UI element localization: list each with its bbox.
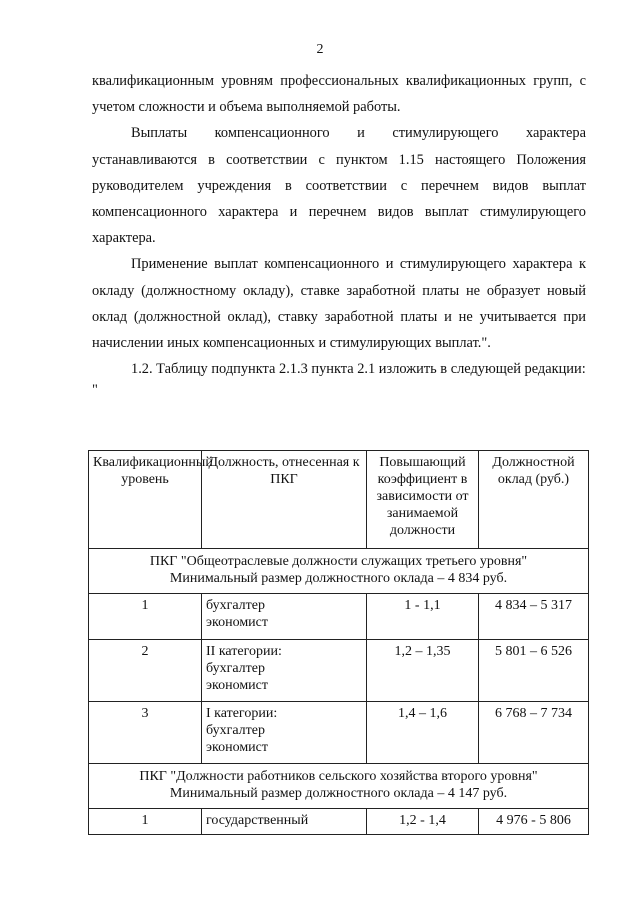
opening-quote: ": [92, 382, 98, 399]
table-row: [89, 594, 589, 640]
cell-coefficient: 1,2 - 1,4: [367, 809, 479, 835]
header-level: Квалификационный уровень: [89, 451, 202, 549]
table-header-row: [89, 451, 589, 549]
cell-level: 1: [89, 594, 202, 640]
section-row: [89, 549, 589, 594]
cell-coefficient: 1,4 – 1,6: [367, 702, 479, 764]
position-line: экономист: [206, 740, 269, 755]
position-line: бухгалтер: [206, 661, 265, 676]
paragraph-payments: Выплаты компенсационного и стимулирующего характера устанавливаются в соответствии с пунктом 1.15 настоящего Положения руководителем учреждения в соответствии с перечнем видов выплат компенсационного характера и перечнем видов выплат стимулирующего характера.: [92, 125, 586, 247]
cell-level: 1: [89, 809, 202, 835]
position-line: бухгалтер: [206, 598, 265, 613]
cell-coefficient: 1 - 1,1: [367, 594, 479, 640]
document-body: [92, 68, 586, 398]
cell-coefficient: 1,2 – 1,35: [367, 640, 479, 702]
header-salary: Должностной оклад (руб.): [479, 451, 589, 549]
paragraph-continuation: квалификационным уровням профессиональных квалификационных групп, с учетом сложности и объема выполняемой работы.: [92, 73, 586, 116]
cell-salary: 4 834 – 5 317: [479, 594, 589, 640]
position-line: бухгалтер: [206, 723, 265, 738]
header-coefficient: Повышающий коэффициент в зависимости от занимаемой должности: [367, 451, 479, 549]
cell-level: 3: [89, 702, 202, 764]
cell-position: [202, 702, 367, 764]
cell-position: [202, 640, 367, 702]
salary-table: [88, 450, 589, 835]
cell-salary: 5 801 – 6 526: [479, 640, 589, 702]
cell-position: [202, 809, 367, 835]
section-title: ПКГ "Общеотраслевые должности служащих третьего уровня": [149, 554, 528, 569]
position-line: II категории:: [206, 644, 282, 659]
section-min-salary: Минимальный размер должностного оклада – 4 834 руб.: [169, 571, 508, 586]
table-row: [89, 702, 589, 764]
section-title: ПКГ "Должности работников сельского хозяйства второго уровня": [139, 769, 538, 784]
page-number: 2: [316, 42, 324, 57]
table-row: [89, 809, 589, 835]
position-line: экономист: [206, 615, 269, 630]
section-min-salary: Минимальный размер должностного оклада – 4 147 руб.: [169, 786, 508, 801]
section-cell: [89, 549, 589, 594]
paragraph-application: Применение выплат компенсационного и стимулирующего характера к окладу (должностному окладу), ставке заработной платы не образует новый оклад (должностной оклад), ставку заработной платы и не учитывается при начислении иных компенсационных и стимулирующих выплат.".: [92, 256, 586, 352]
position-line: государственный: [206, 813, 309, 828]
position-line: I категории:: [206, 706, 278, 721]
section-row: [89, 764, 589, 809]
position-line: экономист: [206, 678, 269, 693]
section-cell: [89, 764, 589, 809]
header-position: Должность, отнесенная к ПКГ: [202, 451, 367, 549]
paragraph-amendment: 1.2. Таблицу подпункта 2.1.3 пункта 2.1 изложить в следующей редакции:: [131, 361, 586, 378]
cell-position: [202, 594, 367, 640]
cell-salary: 6 768 – 7 734: [479, 702, 589, 764]
cell-level: 2: [89, 640, 202, 702]
table-row: [89, 640, 589, 702]
cell-salary: 4 976 - 5 806: [479, 809, 589, 835]
